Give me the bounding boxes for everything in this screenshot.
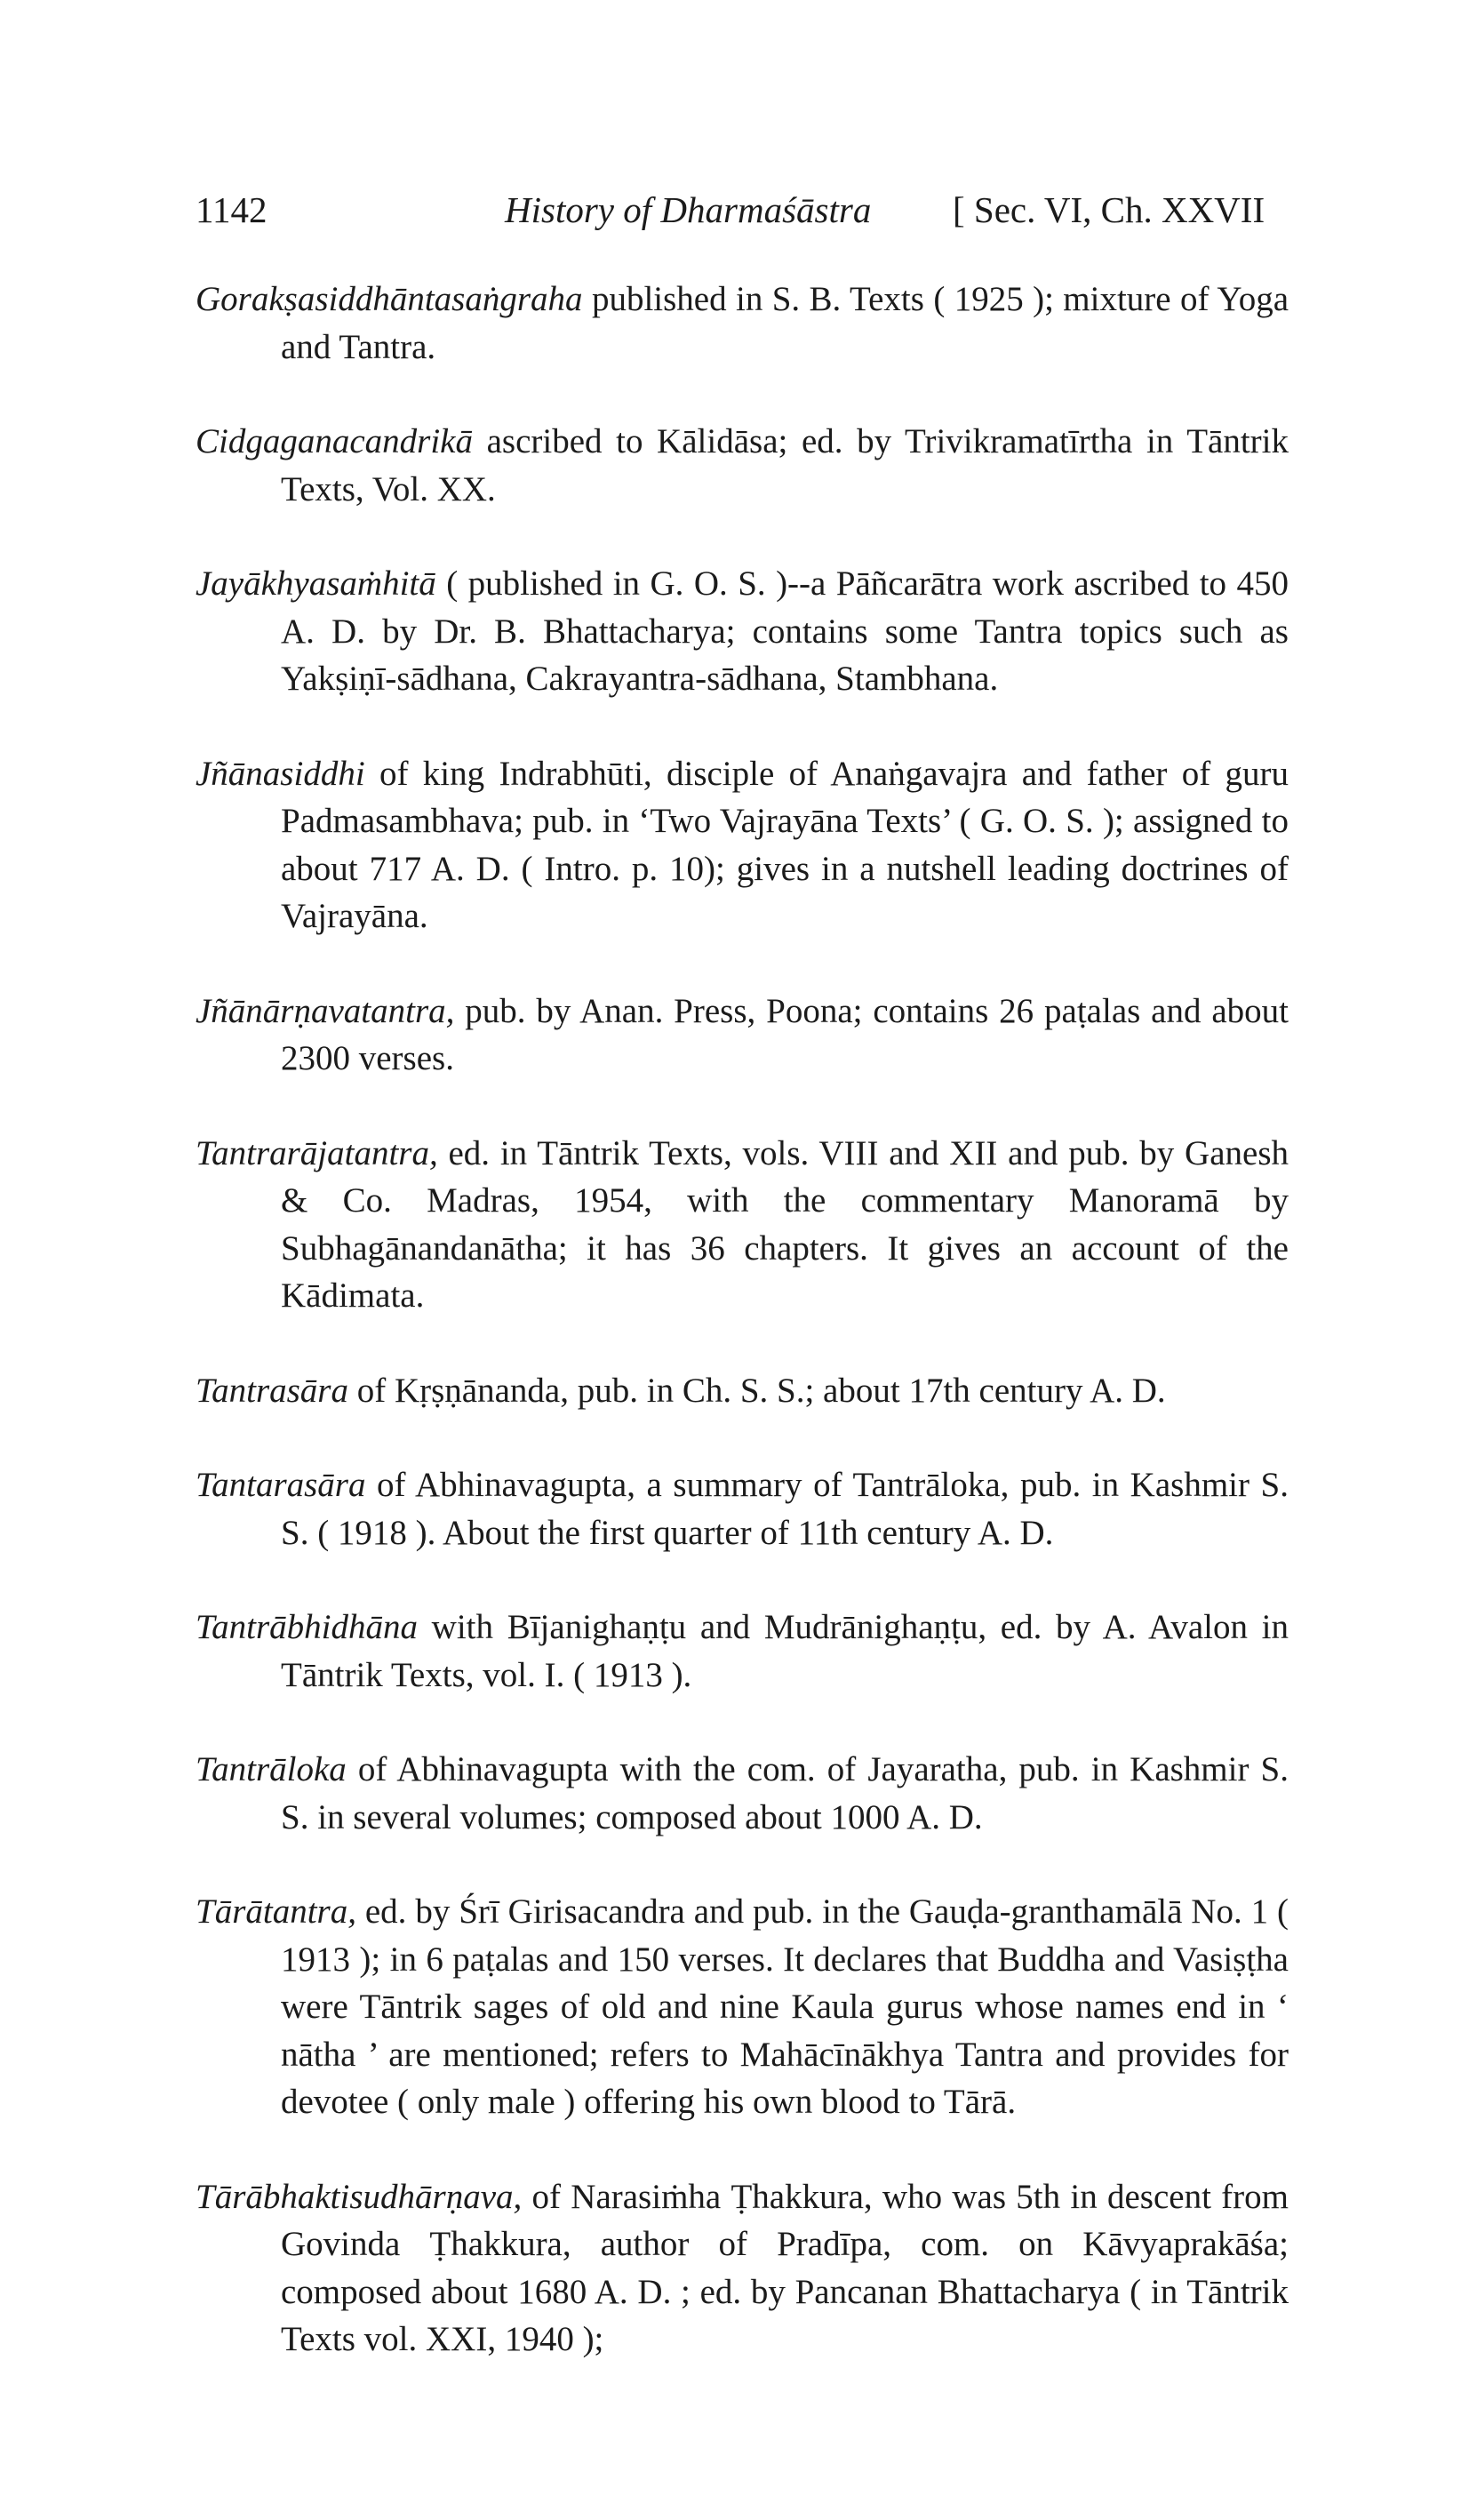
bibliography-entry [196, 2173, 1289, 2364]
entry-text: of Narasiṁha Ṭhakkura, who was 5th in descent from Govinda Ṭhakkura, author of Pradīpa, com. on Kāvyaprakāśa; composed about 1680 A. D. ; ed. by Pancanan Bhattacharya ( in Tāntrik Texts vol. XXI, 1940 ); [281, 2177, 1289, 2358]
entry-text: of Abhinavagupta with the com. of Jayaratha, pub. in Kashmir S. S. in several volumes; composed about 1000 A. D. [281, 1750, 1289, 1836]
entry-title: Tantarasāra [196, 1466, 366, 1504]
entry-title: Gorakṣasiddhāntasaṅgraha [196, 280, 583, 318]
bibliography-entry [196, 1888, 1289, 2126]
bibliography-entry [196, 1746, 1289, 1841]
entry-text: ascribed to Kālidāsa; ed. by Trivikramatīrtha in Tāntrik Texts, Vol. XX. [281, 422, 1289, 508]
entry-title: Cidgaganacandrikā [196, 422, 473, 460]
entry-title: Jñānasiddhi [196, 754, 365, 793]
bibliography-entry [196, 988, 1289, 1083]
bibliography-entry [196, 1604, 1289, 1699]
entry-text: of Kṛṣṇānanda, pub. in Ch. S. S.; about 17th century A. D. [347, 1371, 1166, 1410]
entry-title: Tantrābhidhāna [196, 1608, 418, 1646]
running-title: History of Dharmaśāstra [505, 189, 872, 230]
section-reference: [ Sec. VI, Ch. XXVII [953, 189, 1265, 230]
bibliography-entry [196, 1367, 1289, 1415]
page-number: 1142 [196, 189, 267, 230]
bibliography-entry [196, 276, 1289, 371]
entry-title: Tantrarājatantra, [196, 1133, 438, 1172]
entry-title: Tārātantra, [196, 1892, 356, 1931]
bibliography-entry [196, 1130, 1289, 1320]
bibliography-entry [196, 418, 1289, 513]
entry-text: ed. by Śrī Girisacandra and pub. in the Gauḍa-granthamālā No. 1 ( 1913 ); in 6 paṭalas and 150 verses. It declares that Buddha and Vasiṣṭha were Tāntrik sages of old and nine Kaula gurus whose names end in ‘ nātha ’ are mentioned; refers to Mahācīnākhya Tantra and provides for devotee ( only male ) offering his own blood to Tārā. [281, 1892, 1289, 2121]
entry-text: with Bījanighaṇṭu and Mudrānighaṇṭu, ed. by A. Avalon in Tāntrik Texts, vol. I. ( 1913 ). [281, 1608, 1289, 1694]
bibliography-entry [196, 750, 1289, 940]
entry-title: Tantrasāra [196, 1371, 348, 1410]
bibliography-list [196, 276, 1289, 2411]
page-header [196, 188, 1297, 238]
entry-text: of king Indrabhūti, disciple of Anaṅgavajra and father of guru Padmasambhava; pub. in ‘Two Vajrayāna Texts’ ( G. O. S. ); assigned to about 717 A. D. ( Intro. p. 10); gives in a nutshell leading doctrines of Vajrayāna. [281, 754, 1289, 935]
entry-title: Tantrāloka [196, 1750, 347, 1788]
entry-title: Jñānārṇavatantra, [196, 991, 455, 1030]
bibliography-entry [196, 1461, 1289, 1556]
entry-text: published in S. B. Texts ( 1925 ); mixture of Yoga and Tantra. [281, 280, 1289, 366]
entry-title: Tārābhaktisudhārṇava, [196, 2177, 523, 2216]
entry-text: of Abhinavagupta, a summary of Tantrāloka, pub. in Kashmir S. S. ( 1918 ). About the first quarter of 11th century A. D. [281, 1466, 1289, 1552]
entry-text: pub. by Anan. Press, Poona; contains 26 paṭalas and about 2300 verses. [281, 991, 1289, 1077]
entry-text: ( published in G. O. S. )--a Pāñcarātra work ascribed to 450 A. D. by Dr. B. Bhattacharya; contains some Tantra topics such as Yakṣiṇī-sādhana, Cakrayantra-sādhana, Stambhana. [281, 564, 1289, 698]
entry-text: ed. in Tāntrik Texts, vols. VIII and XII and pub. by Ganesh & Co. Madras, 1954, with the commentary Manoramā by Subhagānandanātha; it has 36 chapters. It gives an account of the Kādimata. [281, 1133, 1289, 1315]
bibliography-entry [196, 560, 1289, 703]
entry-title: Jayākhyasaṁhitā [196, 564, 436, 603]
